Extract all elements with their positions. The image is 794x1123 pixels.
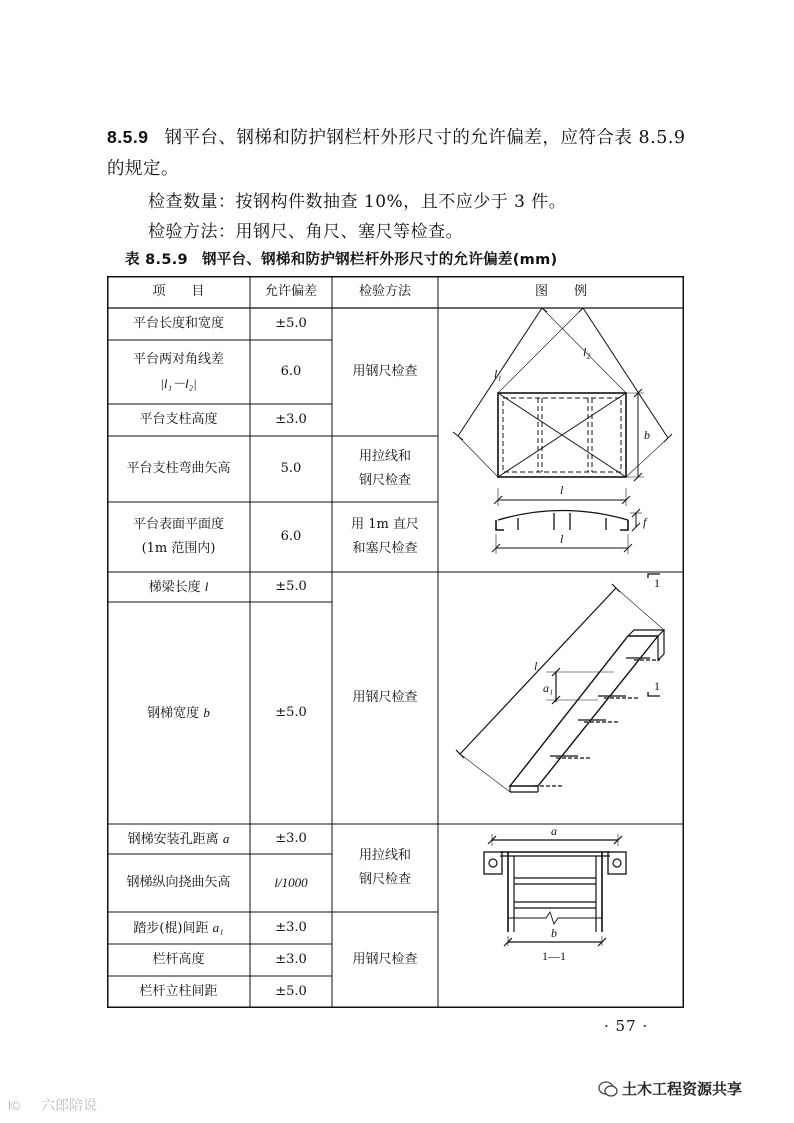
- section-title: 1—1: [542, 949, 566, 963]
- header-tolerance: 允许偏差: [264, 284, 317, 299]
- header-method: 检验方法: [358, 284, 411, 299]
- method-line: 用钢尺检查: [352, 364, 418, 379]
- wechat-icon: [598, 1080, 618, 1098]
- method-cell: [332, 308, 438, 436]
- label-l2: l₂: [583, 345, 591, 359]
- table-caption-title: 钢平台、钢梯和防护钢栏杆外形尺寸的允许偏差(mm): [201, 252, 558, 268]
- item-variable: b: [203, 704, 210, 720]
- item-cell: [107, 572, 250, 602]
- tolerance-table: [107, 276, 684, 1008]
- method-line: 用拉线和: [358, 848, 411, 863]
- method-cell: [332, 502, 438, 572]
- tolerance-value: 6.0: [280, 364, 302, 379]
- label-f: f: [643, 515, 647, 529]
- method-cell: [332, 824, 438, 912]
- tolerance-value: ±3.0: [275, 952, 307, 967]
- label-b: b: [644, 428, 650, 442]
- tolerance-value: ±5.0: [275, 705, 307, 720]
- clause-paragraph: [107, 122, 697, 185]
- clause-number: 8.5.9: [107, 127, 149, 147]
- label-a1: a₁: [543, 681, 554, 695]
- table-caption-number: 表 8.5.9: [125, 252, 188, 268]
- tolerance-value: ±5.0: [275, 316, 307, 331]
- method-cell: [332, 912, 438, 1008]
- item-cell: [107, 602, 250, 824]
- tolerance-value: ±5.0: [275, 984, 307, 999]
- item-cell: [107, 854, 250, 912]
- item-label: 钢梯纵向挠曲矢高: [126, 875, 231, 890]
- watermark-corner-text: 六郎陪说: [41, 1098, 97, 1114]
- section-mark-bottom: 1: [654, 679, 660, 693]
- item-label: 梯梁长度: [148, 579, 201, 595]
- watermark-brand-text: 土木工程资源共享: [622, 1080, 743, 1098]
- item-cell: [107, 502, 250, 572]
- item-cell: [107, 308, 250, 340]
- item-cell: [107, 340, 250, 404]
- item-note: (1m 范围内): [141, 541, 216, 556]
- method-line: 用 1m 直尺: [351, 517, 419, 532]
- item-label: 栏杆高度: [152, 952, 205, 967]
- watermark-corner: [8, 1095, 97, 1115]
- table-caption: [125, 248, 557, 269]
- page-number: · 57 ·: [604, 1017, 649, 1035]
- method-line: 和塞尺检查: [352, 541, 418, 556]
- inspection-quantity: 检查数量：按钢构件数抽查 10%，且不应少于 3 件。: [148, 192, 567, 212]
- method-line: 用钢尺检查: [352, 690, 418, 705]
- method-cell: [332, 572, 438, 824]
- item-label: 平台长度和宽度: [132, 316, 224, 331]
- label-b: b: [551, 926, 557, 940]
- item-cell: [107, 824, 250, 854]
- item-cell: [107, 976, 250, 1008]
- label-a: a: [551, 824, 557, 838]
- item-cell: [107, 912, 250, 944]
- item-label: 钢梯宽度: [147, 705, 200, 721]
- tolerance-value: l/1000: [274, 875, 308, 890]
- tolerance-value: ±3.0: [275, 412, 307, 427]
- logo-icon: [8, 1097, 38, 1113]
- item-label: 钢梯安装孔距离: [127, 831, 219, 847]
- item-label: 平台表面平面度: [132, 517, 224, 532]
- item-label: 栏杆立柱间距: [139, 984, 218, 999]
- item-label: 踏步(棍)间距: [133, 920, 209, 936]
- header-figure: 图 例: [534, 284, 587, 299]
- label-l: l: [534, 659, 538, 673]
- tolerance-value: 6.0: [280, 529, 302, 544]
- section-figure: [438, 824, 684, 1008]
- item-cell: [107, 404, 250, 436]
- item-variable: l: [204, 578, 209, 594]
- item-variable: a₁: [212, 919, 224, 935]
- method-line: 钢尺检查: [358, 473, 411, 488]
- watermark-brand: [598, 1078, 742, 1099]
- method-line: 用钢尺检查: [352, 952, 418, 967]
- svg-text:l©: l©: [8, 1098, 21, 1113]
- item-label: 平台支柱高度: [139, 412, 218, 427]
- label-l: l: [560, 483, 564, 497]
- section-mark-top: 1: [654, 576, 660, 590]
- header-item: 项 目: [152, 284, 205, 299]
- item-cell: [107, 944, 250, 976]
- inspection-method: 检验方法：用钢尺、角尺、塞尺等检查。: [148, 222, 463, 242]
- tolerance-value: 5.0: [280, 461, 302, 476]
- tolerance-value: ±3.0: [275, 831, 307, 846]
- method-line: 用拉线和: [358, 449, 411, 464]
- method-line: 钢尺检查: [358, 872, 411, 887]
- ladder-figure: [438, 572, 684, 824]
- tolerance-value: ±3.0: [275, 920, 307, 935]
- item-variable: a: [222, 830, 230, 846]
- clause-text: 钢平台、钢梯和防护钢栏杆外形尺寸的允许偏差，应符合表 8.5.9 的规定。: [107, 128, 686, 179]
- item-label: 平台支柱弯曲矢高: [126, 461, 231, 476]
- item-formula: |l₁－l₂|: [160, 376, 197, 391]
- label-l-bottom: l: [560, 532, 564, 546]
- platform-figure: [438, 308, 684, 572]
- tolerance-value: ±5.0: [275, 579, 307, 594]
- item-label: 平台两对角线差: [132, 352, 224, 367]
- method-cell: [332, 436, 438, 502]
- label-l1: l₁: [494, 367, 502, 381]
- item-cell: [107, 436, 250, 502]
